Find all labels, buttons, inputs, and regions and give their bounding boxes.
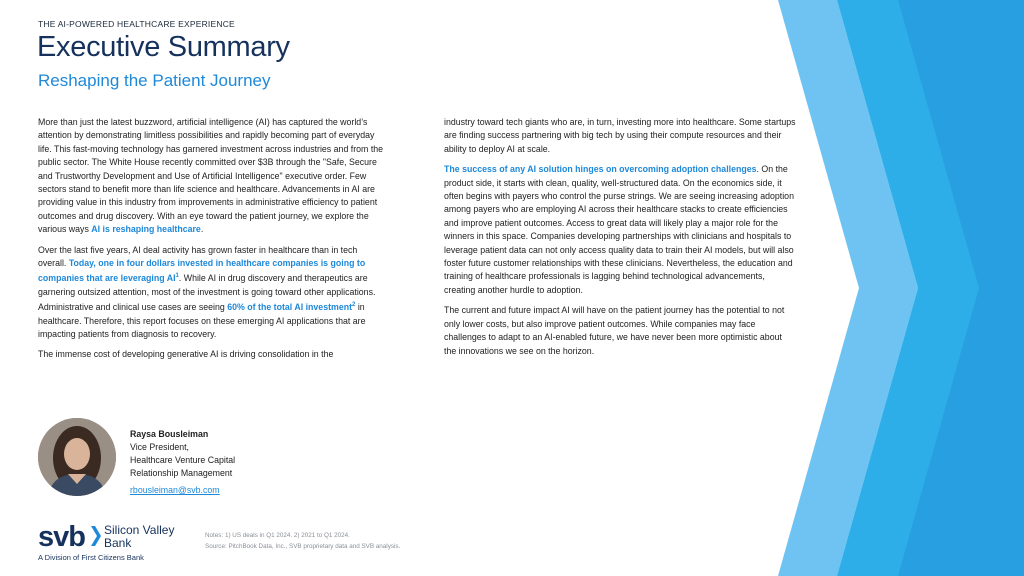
- footnote-ref: 2: [352, 302, 356, 309]
- highlight-text: AI is reshaping healthcare: [91, 224, 201, 235]
- paragraph: industry toward tech giants who are, in turn, investing more into healthcare. Some startups are finding success partnering with big tech by using their compute resources and their ability to deploy AI at scale.: [444, 117, 796, 154]
- eyebrow-label: THE AI-POWERED HEALTHCARE EXPERIENCE: [38, 19, 235, 29]
- highlight-text: 60% of the total AI investment: [227, 302, 353, 313]
- paragraph: The immense cost of developing generative AI is driving consolidation in the: [38, 349, 334, 360]
- paragraph: The current and future impact AI will have on the patient journey has the potential to not only lower costs, but also improve patient outcomes. While companies may face challenges to adapt to an AI-enabled future, we have never been more optimistic about the innovations we see on the horizon.: [444, 305, 785, 356]
- page-title: Executive Summary: [37, 31, 290, 63]
- paragraph: The success of any AI solution hinges on overcoming adoption challenges. On the product side, it starts with clean, quality, well-structured data. On the economics side, it often begins with payers who control the purse strings. We are seeing increasing adoption among payers who are employing AI across their healthcare stacks to create efficiencies and improve patient outcomes. Access to great data will likely play a major role for the winners in this space. Companies developing partnerships with clinicians and hospitals to leverage patient data can not only access quality data to train their AI models, but will also foster future customer relationships with these clinicians. Nevertheless, the education and training of healthcare professionals is lagging behind technological advancements, creating another hurdle to adoption.: [444, 164, 794, 295]
- logo-mark: svb: [38, 521, 85, 553]
- highlight-text: Today, one in four dollars invested in healthcare companies is going to companies that are leveraging AI: [38, 258, 366, 284]
- page-subtitle: Reshaping the Patient Journey: [38, 71, 271, 90]
- author-role: Relationship Management: [130, 468, 233, 478]
- logo-division: A Division of First Citizens Bank: [38, 553, 144, 562]
- footnote-ref: 1: [175, 273, 179, 280]
- author-role: Healthcare Venture Capital: [130, 455, 236, 465]
- paragraph: More than just the latest buzzword, artificial intelligence (AI) has captured the world’s attention by demonstrating limitless possibilities and rapidly becoming part of everyday life. This fast-moving technology has garnered investment across industries and from the public sector. The White House recently committed over $3B through the "Safe, Secure and Trustworthy Development and Use of Artificial Intelligence" executive order. Few sectors stand to benefit more than life science and healthcare. Advancements in AI are providing value in this industry from improvements in administrative efficiency to patient outcomes and drug discovery. With an eye toward the patient journey, we explore the various ways AI is reshaping healthcare.: [38, 117, 384, 235]
- source-line: Source: PitchBook Data, Inc., SVB proprietary data and SVB analysis.: [205, 543, 401, 550]
- author-role: Vice President,: [130, 442, 190, 452]
- author-name: Raysa Bousleiman: [130, 429, 209, 439]
- paragraph: Over the last five years, AI deal activity has grown faster in healthcare than in tech overall. Today, one in four dollars invested in healthcare companies is going to companies that are leveraging $AI^1$. While AI in drug discovery and therapeutics are garnering outsized attention, most of the investment is going toward other applications. Administrative and clinical use cases are seeing 60% of the total AI investment$^2$ in healthcare. Therefore, this report focuses on these emerging AI applications that are impacting patients from diagnosis to recovery.: [38, 244, 376, 339]
- logo-name: Bank: [104, 536, 132, 550]
- notes-line: Notes: 1) US deals in Q1 2024. 2) 2021 to Q1 2024.: [205, 532, 350, 539]
- logo-name: Silicon Valley: [104, 523, 175, 537]
- author-email-link[interactable]: rbousleiman@svb.com: [130, 485, 220, 495]
- highlight-text: The success of any AI solution hinges on overcoming adoption challenges: [444, 164, 757, 175]
